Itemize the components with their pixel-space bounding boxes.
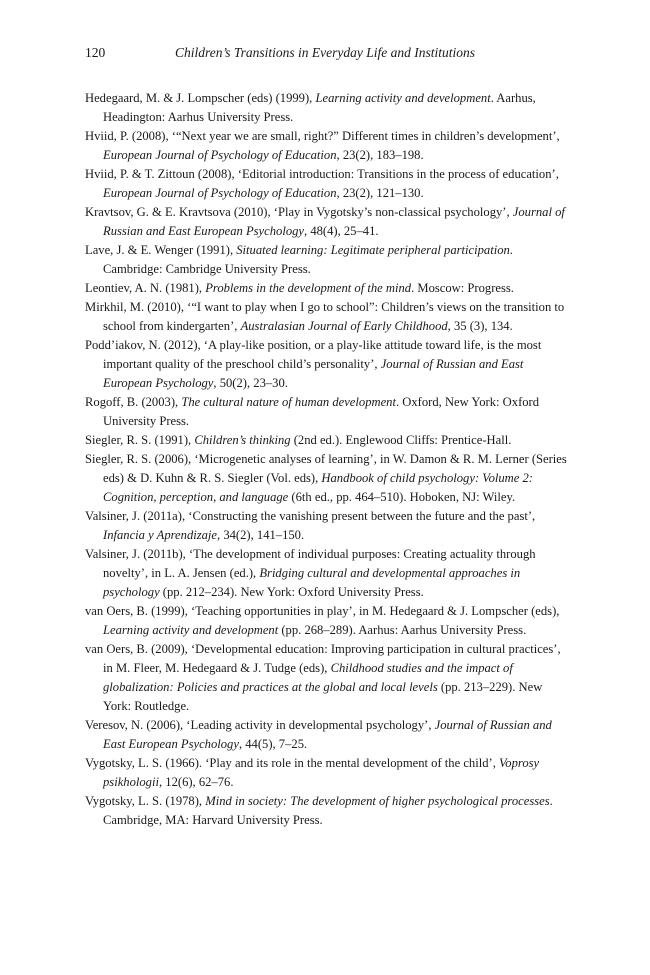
reference-title: European Journal of Psychology of Education bbox=[103, 148, 337, 162]
reference-text: Hedegaard, M. & J. Lompscher (eds) (1999), bbox=[85, 91, 316, 105]
reference-text: Vygotsky, L. S. (1966). ‘Play and its role in the mental development of the child’, bbox=[85, 756, 499, 770]
reference-text: Lave, J. & E. Wenger (1991), bbox=[85, 243, 237, 257]
reference-title: Australasian Journal of Early Childhood bbox=[240, 319, 448, 333]
reference-text: , 23(2), 183–198. bbox=[336, 148, 424, 162]
reference-text: . Oxford, New York: Oxford University Press. bbox=[103, 395, 540, 428]
running-title: Children’s Transitions in Everyday Life and Institutions bbox=[175, 45, 476, 60]
reference-text: Vygotsky, L. S. (1978), bbox=[85, 794, 206, 808]
reference-entry bbox=[85, 792, 568, 830]
reference-text: Rogoff, B. (2003), bbox=[85, 395, 182, 409]
reference-entry bbox=[85, 754, 568, 792]
reference-entry bbox=[85, 165, 568, 203]
reference-text: Valsiner, J. (2011b), ‘The development of individual purposes: Creating actuality through novelty’, in L. A. Jensen (ed.), bbox=[85, 547, 536, 580]
reference-text: Podd’iakov, N. (2012), ‘A play-like position, or a play-like attitude toward life, is the most important quality of the preschool child’s personality’, bbox=[85, 338, 542, 371]
reference-text: , 23(2), 121–130. bbox=[336, 186, 424, 200]
reference-text: Kravtsov, G. & E. Kravtsova (2010), ‘Play in Vygotsky’s non-classical psychology’, bbox=[85, 205, 513, 219]
reference-title: Journal of Russian and East European Psychology bbox=[103, 357, 524, 390]
reference-list bbox=[85, 89, 568, 830]
reference-entry bbox=[85, 545, 568, 602]
reference-text: Veresov, N. (2006), ‘Leading activity in developmental psychology’, bbox=[85, 718, 435, 732]
reference-text: , 34(2), 141–150. bbox=[217, 528, 305, 542]
reference-text: . Cambridge: Cambridge University Press. bbox=[103, 243, 513, 276]
reference-title: Infancia y Aprendizaje bbox=[103, 528, 218, 542]
reference-text: Siegler, R. S. (1991), bbox=[85, 433, 195, 447]
reference-text: , 50(2), 23–30. bbox=[213, 376, 288, 390]
reference-entry bbox=[85, 507, 568, 545]
reference-text: , 44(5), 7–25. bbox=[238, 737, 308, 751]
reference-text: (pp. 268–289). Aarhus: Aarhus University Press. bbox=[278, 623, 527, 637]
reference-text: (pp. 212–234). New York: Oxford University Press. bbox=[159, 585, 424, 599]
reference-text: , 35 (3), 134. bbox=[447, 319, 513, 333]
reference-entry bbox=[85, 241, 568, 279]
reference-entry bbox=[85, 279, 568, 298]
reference-entry bbox=[85, 716, 568, 754]
reference-entry bbox=[85, 298, 568, 336]
reference-text: (2nd ed.). Englewood Cliffs: Prentice-Hall. bbox=[290, 433, 512, 447]
reference-text: Siegler, R. S. (2006), ‘Microgenetic analyses of learning’, in W. Damon & R. M. Lerner (Series eds) & D. Kuhn & R. S. Siegler (Vol. eds), bbox=[85, 452, 567, 485]
reference-title: Learning activity and development bbox=[315, 91, 491, 105]
page-number: 120 bbox=[85, 45, 106, 60]
reference-entry bbox=[85, 89, 568, 127]
reference-text: . Cambridge, MA: Harvard University Press. bbox=[103, 794, 553, 827]
reference-entry bbox=[85, 393, 568, 431]
reference-title: The cultural nature of human development bbox=[181, 395, 396, 409]
reference-entry bbox=[85, 450, 568, 507]
reference-entry bbox=[85, 127, 568, 165]
reference-title: Journal of Russian and East European Psychology bbox=[103, 205, 565, 238]
reference-text: van Oers, B. (1999), ‘Teaching opportunities in play’, in M. Hedegaard & J. Lompscher (eds), bbox=[85, 604, 560, 618]
reference-title: Handbook of child psychology: Volume 2: Cognition, perception, and language bbox=[103, 471, 534, 504]
reference-entry bbox=[85, 602, 568, 640]
reference-text: (6th ed., pp. 464–510). Hoboken, NJ: Wiley. bbox=[288, 490, 516, 504]
reference-entry bbox=[85, 203, 568, 241]
reference-entry bbox=[85, 431, 568, 450]
reference-text: . Moscow: Progress. bbox=[411, 281, 514, 295]
reference-title: Voprosy psikhologii bbox=[103, 756, 540, 789]
reference-title: Mind in society: The development of higher psychological processes bbox=[205, 794, 550, 808]
reference-text: van Oers, B. (2009), ‘Developmental education: Improving participation in cultural practices’, in M. Fleer, M. Hedegaard & J. Tudge (eds), bbox=[85, 642, 561, 675]
reference-text: (pp. 213–229). New York: Routledge. bbox=[103, 680, 543, 713]
reference-title: Bridging cultural and developmental approaches in psychology bbox=[103, 566, 521, 599]
reference-text: , 48(4), 25–41. bbox=[304, 224, 379, 238]
reference-text: . Aarhus, Headington: Aarhus University Press. bbox=[103, 91, 536, 124]
reference-text: Mirkhil, M. (2010), ‘“I want to play when I go to school”: Children’s views on the transition to school from kindergarten’, bbox=[85, 300, 565, 333]
reference-title: Childhood studies and the impact of globalization: Policies and practices at the global and local levels bbox=[103, 661, 513, 694]
reference-text: Hviid, P. & T. Zittoun (2008), ‘Editorial introduction: Transitions in the process of education’, bbox=[85, 167, 559, 181]
reference-title: Journal of Russian and East European Psychology bbox=[103, 718, 552, 751]
reference-text: Valsiner, J. (2011a), ‘Constructing the vanishing present between the future and the past’, bbox=[85, 509, 536, 523]
reference-title: Situated learning: Legitimate peripheral participation bbox=[236, 243, 510, 257]
reference-title: Children’s thinking bbox=[194, 433, 291, 447]
reference-title: Learning activity and development bbox=[103, 623, 279, 637]
reference-entry bbox=[85, 640, 568, 716]
reference-title: Problems in the development of the mind bbox=[205, 281, 412, 295]
reference-entry bbox=[85, 336, 568, 393]
reference-text: , 12(6), 62–76. bbox=[158, 775, 234, 789]
reference-title: European Journal of Psychology of Education bbox=[103, 186, 337, 200]
reference-text: Hviid, P. (2008), ‘“Next year we are small, right?” Different times in children’s development’, bbox=[85, 129, 560, 143]
reference-text: Leontiev, A. N. (1981), bbox=[85, 281, 206, 295]
